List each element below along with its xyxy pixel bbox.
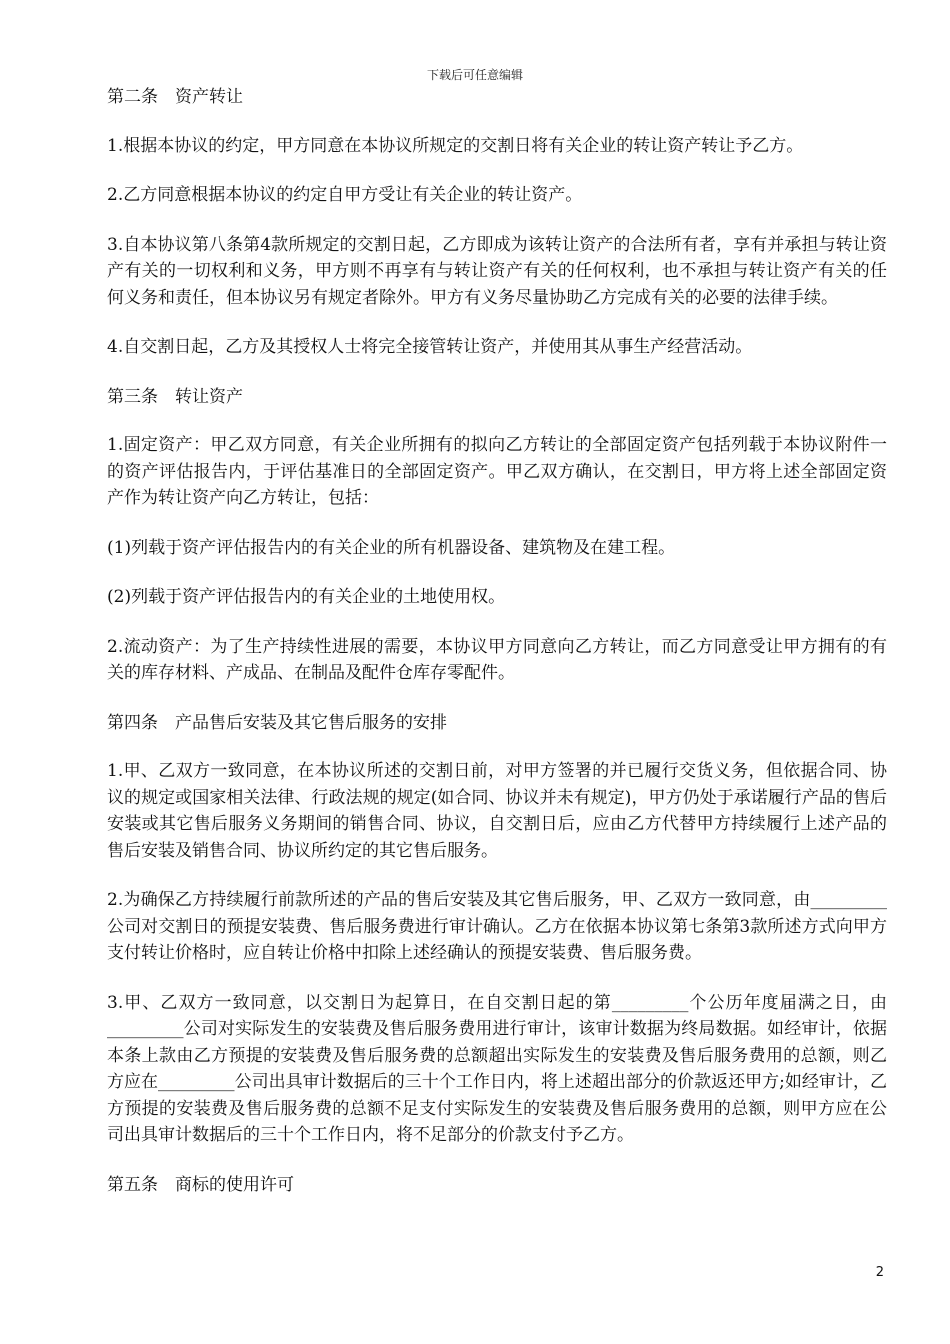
article-2-heading: 第二条 资产转让 (107, 87, 243, 107)
article-2-clause-4: 4.自交割日起，乙方及其授权人士将完全接管转让资产，并使用其从事生产经营活动。 (107, 337, 753, 357)
article-4-clause-1: 1.甲、乙双方一致同意，在本协议所述的交割日前，对甲方签署的并已履行交货义务，但依据合同、协议的规定或国家相关法律、行政法规的规定(如合同、协议并未有规定)，甲方仍处于承诺履行产品的售后安装或其它售后服务义务期间的销售合同、协议，自交割日后，应由乙方代替甲方持续履行上述产品的售后安装及销售合同、协议所约定的其它售后服务。 (107, 761, 887, 861)
article-2-clause-3: 3.自本协议第八条第4款所规定的交割日起，乙方即成为该转让资产的合法所有者，享有并承担与转让资产有关的一切权利和义务，甲方则不再享有与转让资产有关的任何权利，也不承担与转让资产有关的任何义务和责任，但本协议另有规定者除外。甲方有义务尽量协助乙方完成有关的必要的法律手续。 (107, 234, 887, 308)
article-4-clause-2: 2.为确保乙方持续履行前款所述的产品的售后安装及其它售后服务，甲、乙双方一致同意，由_________公司对交割日的预提安装费、售后服务费进行审计确认。乙方在依据本协议第七条第3款所述方式向甲方支付转让价格时，应自转让价格中扣除上述经确认的预提安装费、售后服务费。 (107, 890, 887, 963)
article-4-clause-3: 3.甲、乙双方一致同意，以交割日为起算日，在自交割日起的第_________个公历年度届满之日，由_________公司对实际发生的安装费及售后服务费用进行审计，该审计数据为终局数据。如经审计，依据本条上款由乙方预提的安装费及售后服务费的总额超出实际发生的安装费及售后服务费用的总额，则乙方应在_________公司出具审计数据后的三十个工作日内，将上述超出部分的价款返还甲方;如经审计，乙方预提的安装费及售后服务费的总额不足支付实际发生的安装费及售后服务费用的总额，则甲方应在公司出具审计数据后的三十个工作日内，将不足部分的价款支付予乙方。 (107, 992, 887, 1145)
article-3-clause-2: 2.流动资产：为了生产持续性进展的需要，本协议甲方同意向乙方转让，而乙方同意受让甲方拥有的有关的库存材料、产成品、在制品及配件仓库存零配件。 (107, 636, 887, 683)
page-number: 2 (875, 1265, 884, 1280)
article-2-clause-1: 1.根据本协议的约定，甲方同意在本协议所规定的交割日将有关企业的转让资产转让予乙方。 (107, 135, 804, 156)
article-3-item-1: (1)列载于资产评估报告内的有关企业的所有机器设备、建筑物及在建工程。 (107, 537, 676, 558)
article-3-item-2: (2)列载于资产评估报告内的有关企业的土地使用权。 (107, 587, 506, 607)
article-2-clause-2: 2.乙方同意根据本协议的约定自甲方受让有关企业的转让资产。 (107, 185, 583, 205)
article-5-heading: 第五条 商标的使用许可 (107, 1174, 294, 1195)
article-4-heading: 第四条 产品售后安装及其它售后服务的安排 (107, 712, 447, 733)
header-note: 下载后可任意编辑 (426, 68, 523, 82)
article-3-heading: 第三条 转让资产 (107, 386, 243, 407)
article-3-clause-1: 1.固定资产：甲乙双方同意，有关企业所拥有的拟向乙方转让的全部固定资产包括列载于本协议附件一的资产评估报告内，于评估基准日的全部固定资产。甲乙双方确认，在交割日，甲方将上述全部固定资产作为转让资产向乙方转让，包括： (107, 435, 887, 508)
document-body (107, 84, 887, 1220)
